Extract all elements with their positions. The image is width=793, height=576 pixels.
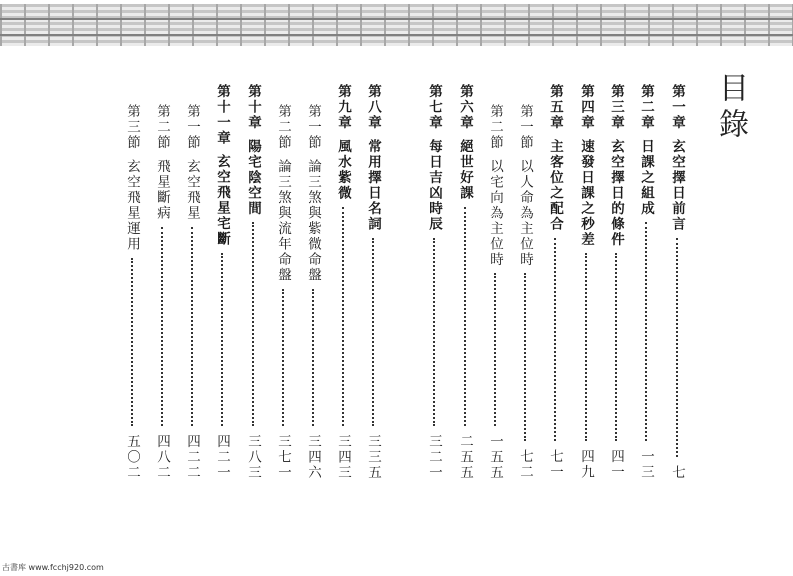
- watermark-footer: 古書库 www.fcchj920.com: [2, 563, 104, 572]
- entry-page: 七: [669, 464, 685, 480]
- decorative-border: [0, 4, 793, 46]
- dot-leader: [585, 253, 587, 441]
- entry-title: 陽宅陰空間: [245, 138, 261, 216]
- entry-page: 七二: [517, 449, 533, 480]
- dot-leader: [372, 238, 374, 426]
- dot-leader: [312, 289, 314, 426]
- entry-label: 第一章: [669, 84, 685, 131]
- toc-entry[interactable]: [209, 84, 235, 480]
- entry-label: 第一節: [184, 104, 200, 151]
- entry-title: 以宅向為主位時: [487, 158, 503, 267]
- page-title: 目錄: [713, 72, 748, 144]
- dot-leader: [433, 238, 435, 426]
- dot-leader: [221, 253, 223, 426]
- entry-label: 第一節: [517, 104, 533, 151]
- entry-title: 玄空飛星: [184, 158, 200, 221]
- toc-entry[interactable]: [240, 84, 266, 480]
- entry-page: 一五五: [487, 433, 503, 480]
- entry-label: 第二節: [487, 104, 503, 151]
- entry-page: 五〇二: [124, 433, 140, 480]
- toc-entry[interactable]: [452, 84, 478, 480]
- entry-title: 玄空飛星運用: [124, 158, 140, 252]
- entry-title: 論三煞與紫微命盤: [305, 158, 321, 283]
- toc-entry[interactable]: [421, 84, 447, 480]
- entry-page: 三四三: [335, 433, 351, 480]
- dot-leader: [252, 222, 254, 426]
- toc-entry[interactable]: [179, 104, 205, 480]
- entry-page: 四一: [608, 449, 624, 480]
- toc-entry[interactable]: [149, 104, 175, 480]
- entry-page: 三八三: [245, 433, 261, 480]
- entry-label: 第二節: [154, 104, 170, 151]
- entry-title: 玄空擇日前言: [669, 138, 685, 232]
- entry-label: 第四章: [578, 84, 594, 131]
- entry-title: 風水紫微: [335, 138, 351, 201]
- dot-leader: [131, 258, 133, 426]
- entry-page: 二五五: [457, 433, 473, 480]
- dot-leader: [191, 227, 193, 426]
- entry-label: 第八章: [365, 84, 381, 131]
- entry-title: 常用擇日名詞: [365, 138, 381, 232]
- toc-entry[interactable]: [512, 104, 538, 480]
- entry-title: 玄空飛星宅斷: [214, 154, 230, 247]
- entry-label: 第二章: [638, 84, 654, 131]
- toc-entry[interactable]: [330, 84, 356, 480]
- entry-page: 四二一: [214, 433, 230, 480]
- entry-label: 第十一章: [214, 84, 230, 146]
- entry-title: 飛星斷病: [154, 158, 170, 221]
- dot-leader: [554, 238, 556, 442]
- entry-title: 日課之組成: [638, 138, 654, 216]
- dot-leader: [494, 273, 496, 426]
- entry-label: 第七章: [426, 84, 442, 131]
- entry-page: 三七一: [275, 433, 291, 480]
- toc-entry[interactable]: [664, 84, 690, 480]
- dot-leader: [342, 207, 344, 426]
- entry-title: 速發日課之秒差: [578, 138, 594, 247]
- entry-label: 第九章: [335, 84, 351, 131]
- toc-entry[interactable]: [119, 104, 145, 480]
- toc-entry[interactable]: [603, 84, 629, 480]
- entry-title: 絕世好課: [457, 138, 473, 201]
- dot-leader: [676, 238, 678, 457]
- entry-title: 玄空擇日的條件: [608, 138, 624, 247]
- dot-leader: [464, 207, 466, 426]
- toc-entry[interactable]: [482, 104, 508, 480]
- dot-leader: [282, 289, 284, 426]
- entry-title: 主客位之配合: [547, 138, 563, 232]
- toc-entry[interactable]: [573, 84, 599, 480]
- entry-title: 以人命為主位時: [517, 158, 533, 267]
- entry-title: 每日吉凶時辰: [426, 138, 442, 232]
- entry-label: 第十章: [245, 84, 261, 131]
- entry-page: 三三五: [365, 433, 381, 480]
- entry-page: 四二二: [184, 433, 200, 480]
- entry-page: 七一: [547, 449, 563, 480]
- dot-leader: [161, 227, 163, 426]
- entry-label: 第六章: [457, 84, 473, 131]
- toc-entry[interactable]: [542, 84, 568, 480]
- dot-leader: [524, 273, 526, 441]
- entry-label: 第一節: [305, 104, 321, 151]
- entry-page: 四八二: [154, 433, 170, 480]
- entry-title: 論三煞與流年命盤: [275, 158, 291, 283]
- entry-label: 第三章: [608, 84, 624, 131]
- toc-entry[interactable]: [360, 84, 386, 480]
- entry-page: 四九: [578, 449, 594, 480]
- toc-entry[interactable]: [270, 104, 296, 480]
- entry-page: 三二一: [426, 433, 442, 480]
- dot-leader: [645, 222, 647, 441]
- dot-leader: [615, 253, 617, 441]
- entry-label: 第二節: [275, 104, 291, 151]
- entry-page: 三四六: [305, 433, 321, 480]
- entry-label: 第五章: [547, 84, 563, 131]
- entry-label: 第三節: [124, 104, 140, 151]
- toc-entry[interactable]: [300, 104, 326, 480]
- toc-entry[interactable]: [633, 84, 659, 480]
- entry-page: 一三: [638, 449, 654, 480]
